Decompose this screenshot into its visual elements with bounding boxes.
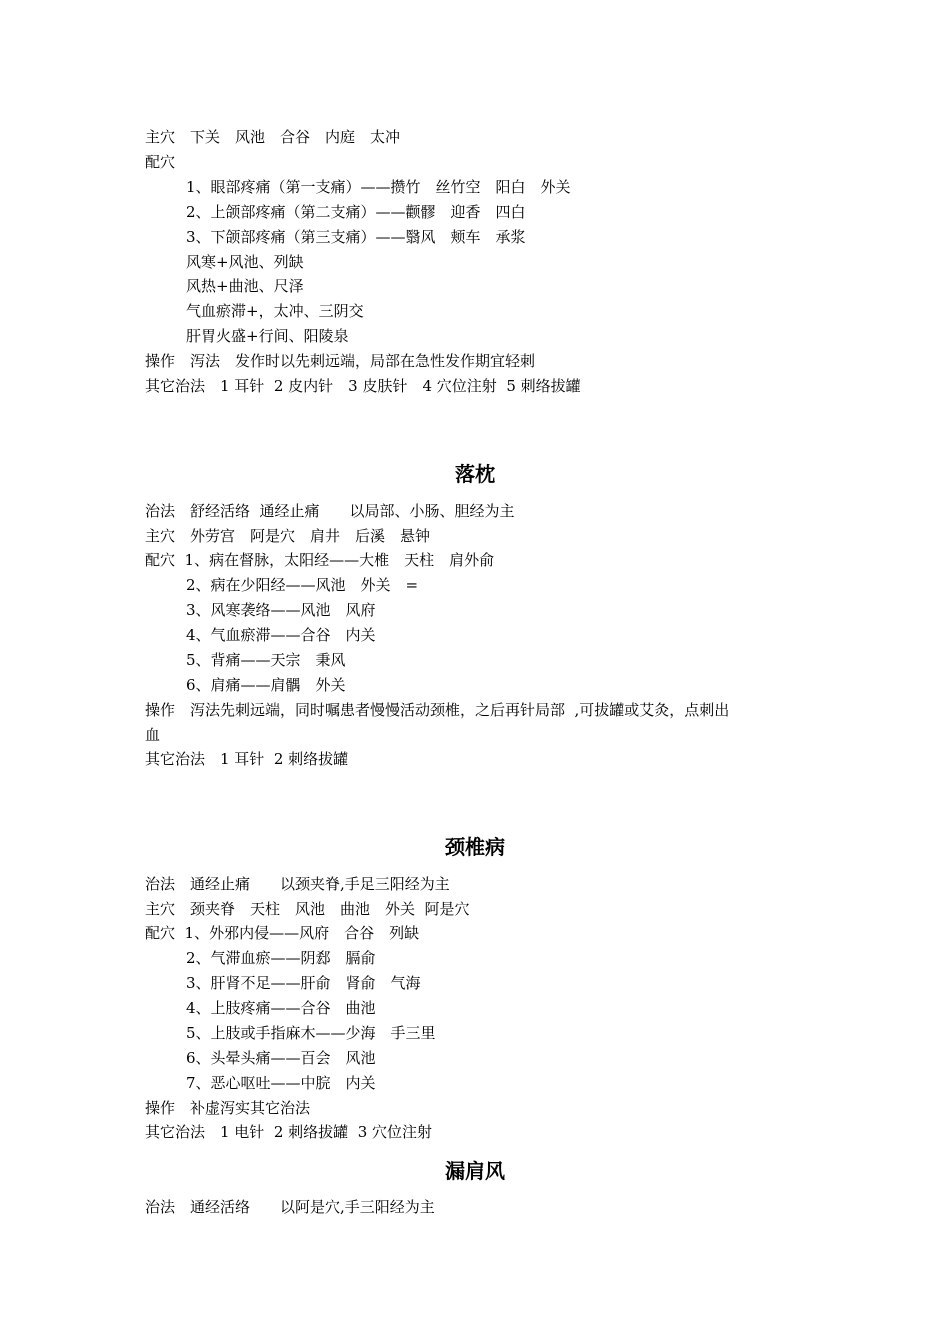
- main-points-line: 主穴 下关 风池 合谷 内庭 太冲: [145, 128, 401, 146]
- section-title: 颈椎病: [445, 835, 505, 859]
- secondary-points-label: 配穴: [145, 153, 176, 171]
- operation-line: 操作 补虚泻实其它治法: [145, 1099, 311, 1117]
- secondary-point-item: 肝胃火盛+行间、阳陵泉: [186, 327, 349, 345]
- other-methods-line: 其它治法 1 耳针 2 刺络拔罐: [145, 750, 349, 768]
- secondary-point-item: 4、上肢疼痛——合谷 曲池: [186, 999, 376, 1017]
- secondary-point-item: 7、恶心呕吐——中脘 内关: [186, 1074, 376, 1092]
- secondary-point-item: 2、上颌部疼痛（第二支痛）——颧髎 迎香 四白: [186, 203, 526, 221]
- treatment-line: 治法 舒经活络 通经止痛 以局部、小肠、胆经为主: [145, 502, 515, 520]
- secondary-point-item: 4、气血瘀滞——合谷 内关: [186, 626, 376, 644]
- operation-line: 操作 泻法 发作时以先刺远端，局部在急性发作期宜轻刺: [145, 352, 536, 370]
- secondary-point-item: 3、肝肾不足——肝俞 肾俞 气海: [186, 974, 421, 992]
- section-title: 漏肩风: [445, 1159, 505, 1183]
- treatment-line: 治法 通经止痛 以颈夹脊,手足三阳经为主: [145, 875, 450, 893]
- main-points-line: 主穴 外劳宫 阿是穴 肩井 后溪 悬钟: [145, 527, 431, 545]
- treatment-line: 治法 通经活络 以阿是穴,手三阳经为主: [145, 1198, 435, 1216]
- secondary-point-item: 6、肩痛——肩髃 外关: [186, 676, 346, 694]
- section-title: 落枕: [455, 462, 495, 486]
- operation-line: 操作 泻法先刺远端，同时嘱患者慢慢活动颈椎，之后再针局部 ,可拔罐或艾灸，点刺出: [145, 701, 730, 719]
- operation-line-continued: 血: [145, 726, 161, 744]
- secondary-point-item: 5、背痛——天宗 秉风: [186, 651, 346, 669]
- secondary-point-item: 2、气滞血瘀——阴郄 膈俞: [186, 949, 376, 967]
- secondary-point-item: 气血瘀滞+，太冲、三阴交: [186, 302, 364, 320]
- main-points-line: 主穴 颈夹脊 天柱 风池 曲池 外关 阿是穴: [145, 900, 470, 918]
- secondary-point-item: 风寒+风池、列缺: [186, 253, 304, 271]
- other-methods-line: 其它治法 1 耳针 2 皮内针 3 皮肤针 4 穴位注射 5 刺络拔罐: [145, 377, 581, 395]
- secondary-points-line: 配穴 1、病在督脉，太阳经——大椎 天柱 肩外俞: [145, 551, 495, 569]
- secondary-points-line: 配穴 1、外邪内侵——风府 合谷 列缺: [145, 924, 420, 942]
- secondary-point-item: 6、头晕头痛——百会 风池: [186, 1049, 376, 1067]
- other-methods-line: 其它治法 1 电针 2 刺络拔罐 3 穴位注射: [145, 1123, 433, 1141]
- secondary-point-item: 1、眼部疼痛（第一支痛）——攒竹 丝竹空 阳白 外关: [186, 178, 571, 196]
- secondary-point-item: 3、下颌部疼痛（第三支痛）——翳风 颊车 承浆: [186, 228, 526, 246]
- secondary-point-item: 3、风寒袭络——风池 风府: [186, 601, 376, 619]
- secondary-point-item: 2、病在少阳经——风池 外关 =: [186, 576, 419, 594]
- secondary-point-item: 5、上肢或手指麻木——少海 手三里: [186, 1024, 436, 1042]
- secondary-point-item: 风热+曲池、尺泽: [186, 277, 304, 295]
